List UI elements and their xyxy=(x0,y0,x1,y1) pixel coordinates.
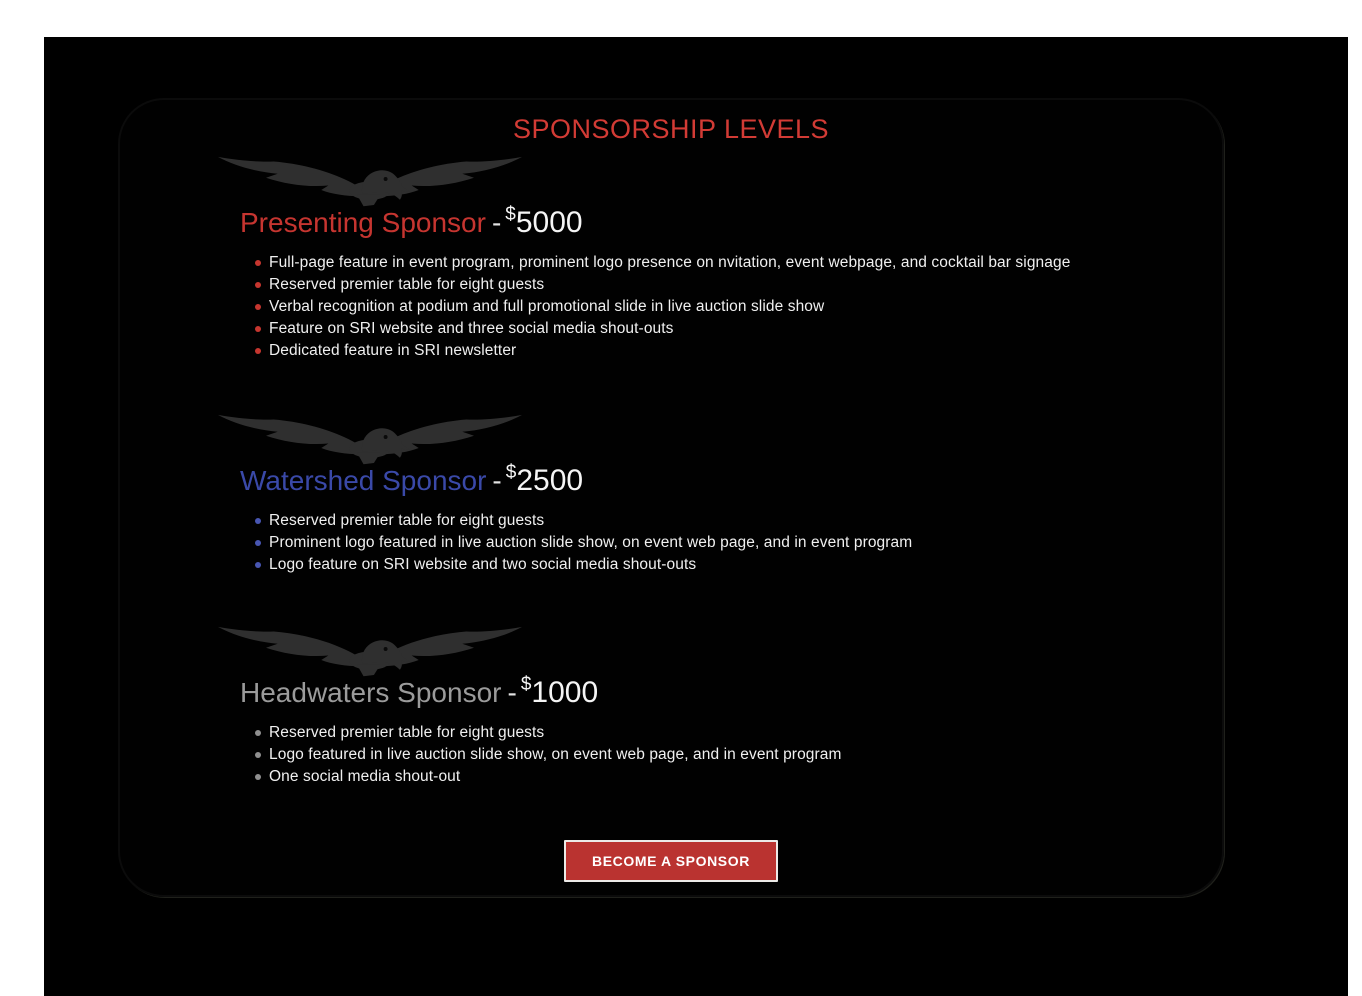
benefit-item: Prominent logo featured in live auction slide show, on event web page, and in event program xyxy=(255,532,1155,554)
benefit-item: One social media shout-out xyxy=(255,766,1155,788)
tier-separator: - xyxy=(492,465,502,496)
tier-separator: - xyxy=(507,677,517,708)
benefit-item: Logo feature on SRI website and two social media shout-outs xyxy=(255,554,1155,576)
tier-name: Watershed Sponsor xyxy=(240,465,487,496)
become-a-sponsor-button[interactable]: BECOME A SPONSOR xyxy=(564,840,778,882)
tablet-screen xyxy=(118,98,1224,897)
benefit-item: Reserved premier table for eight guests xyxy=(255,722,1155,744)
currency-symbol: $ xyxy=(505,204,516,225)
tier-heading xyxy=(240,464,583,498)
tier-amount xyxy=(505,206,582,239)
benefit-list xyxy=(255,252,1155,362)
benefit-item: Feature on SRI website and three social media shout-outs xyxy=(255,318,1155,340)
page-title: SPONSORSHIP LEVELS xyxy=(512,114,830,144)
benefit-item: Verbal recognition at podium and full promotional slide in live auction slide show xyxy=(255,296,1155,318)
benefit-item: Full-page feature in event program, prominent logo presence on nvitation, event webpage, and cocktail bar signage xyxy=(255,252,1155,274)
amount-value: 1000 xyxy=(531,676,599,709)
amount-value: 2500 xyxy=(516,464,584,497)
tier-separator: - xyxy=(491,207,502,238)
tier-amount xyxy=(506,464,583,497)
benefit-item: Reserved premier table for eight guests xyxy=(255,510,1155,532)
benefit-list xyxy=(255,722,1155,788)
benefit-item: Dedicated feature in SRI newsletter xyxy=(255,340,1155,362)
currency-symbol: $ xyxy=(505,462,517,483)
tier-amount xyxy=(521,676,598,709)
black-backdrop xyxy=(44,37,1348,996)
tier-heading xyxy=(240,206,583,240)
benefit-list xyxy=(255,510,1155,576)
currency-symbol: $ xyxy=(520,674,532,695)
tier-name: Headwaters Sponsor xyxy=(240,677,502,708)
amount-value: 5000 xyxy=(515,206,583,239)
tier-heading xyxy=(240,676,598,710)
benefit-item: Logo featured in live auction slide show, on event web page, and in event program xyxy=(255,744,1155,766)
benefit-item: Reserved premier table for eight guests xyxy=(255,274,1155,296)
tier-name: Presenting Sponsor xyxy=(240,207,486,238)
